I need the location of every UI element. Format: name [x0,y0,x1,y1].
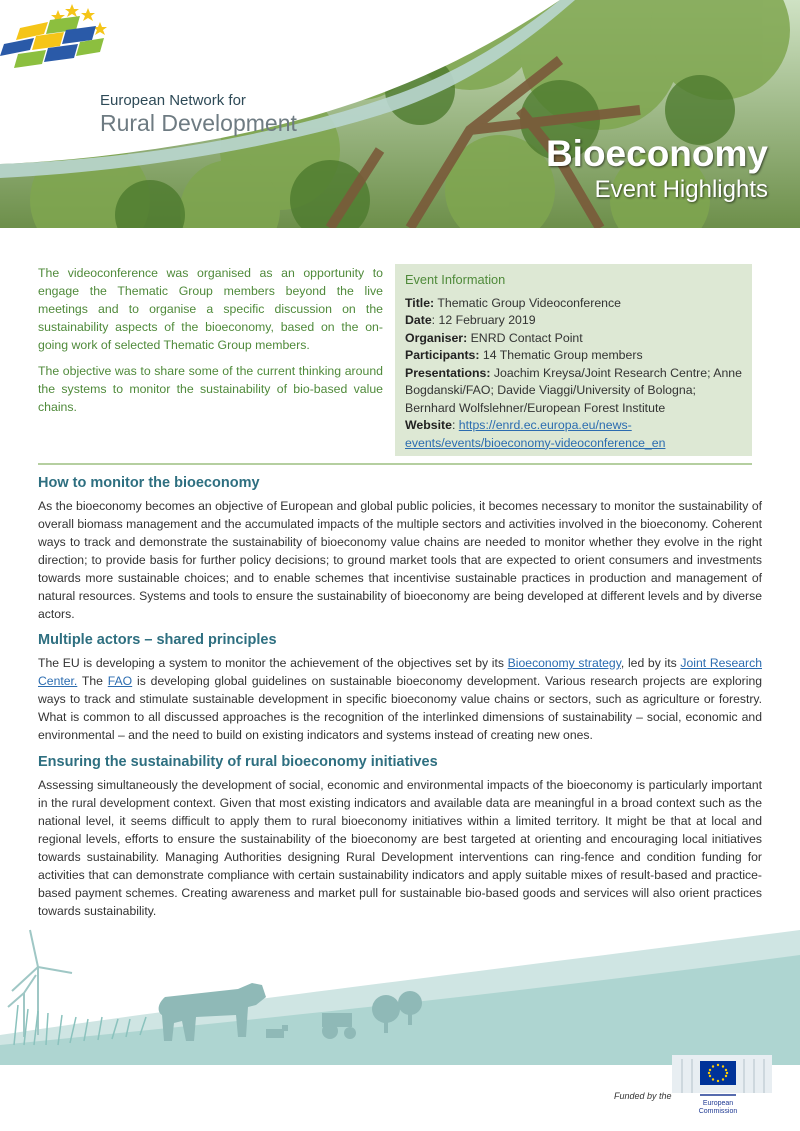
event-organiser-row [405,330,742,348]
event-date-row [405,312,742,330]
section-rural [38,754,762,920]
commission-line-2: Commission [698,1108,738,1115]
event-date-label: Date [405,313,432,327]
event-organiser-label: Organiser: [405,330,468,345]
intro-paragraph-2: The objective was to share some of the current thinking around the systems to monitor the sustainability of bio-based value chains. [38,364,383,414]
section-rural-heading: Ensuring the sustainability of rural bioeconomy initiatives [38,754,438,770]
intro-paragraph-1: The videoconference was organised as an opportunity to engage the Thematic Group members beyond the live meetings and to organise a specific discussion on the sustainability aspects of the bioeconomy, based on the on-going work of selected Thematic Group members. [38,266,383,352]
event-information-box [395,264,752,456]
brand-line-1: European Network for [100,92,246,109]
fao-link[interactable]: FAO [107,674,133,688]
enrd-logo-icon [0,0,110,75]
section-rural-body: Assessing simultaneously the development of social, economic and environmental impacts of the bioeconomy is particularly important in the rural development context. Given that most existing indicators and available data are meaningful in a broad context such as the national level, it seems difficult to apply them to rural bioeconomy initiatives within a limited territory. It might be that at local and regional levels, efforts to ensure the sustainability of the bioeconomy are best targeted at orienting and encouraging local initiatives towards sustainability. Managing Authorities designing Rural Development interventions can ring-fence and condition funding for activities that can demonstrate compliance with certain sustainability indicators and apply suitable mixes of result-based and practice-based payment schemes. Creating awareness and market pull for sustainable bio-based goods and services will also orient practices towards sustainability. [38,778,762,918]
european-commission-logo [672,1055,772,1125]
section-divider [38,463,752,465]
section-actors [38,632,762,744]
actors-text-d: is developing global guidelines on sustainable bioeconomy development. Various research projects are exploring ways to track and stimulate sustainable development in specific bioeconomy value chains or sectors, such as agriculture or forestry. What is common to all discussed approaches is the recognition of the interlinked dimensions of sustainability – social, economic and environmental – and the need to build on existing indicators and systems instead of creating new ones. [38,674,763,742]
event-info-heading: Event Information [405,272,506,287]
title-main: Bioeconomy [545,133,768,174]
funded-by-label: Funded by the [614,1091,672,1101]
actors-text-c: The [77,674,108,688]
section-actors-heading: Multiple actors – shared principles [38,632,277,648]
rural-landscape-illustration [0,925,800,1065]
event-date-value: : 12 February 2019 [431,313,536,327]
event-title-value: Thematic Group Videoconference [437,295,622,310]
event-presentations-value: Joachim Kreysa/Joint Research Centre; Anne Bogdanski/FAO; Davide Viaggi/University of Bologna; Bernhard Wolfslehner/European Forest Institute [405,365,742,415]
page-title [546,132,768,204]
intro-text [38,264,383,424]
actors-text-a: The EU is developing a system to monitor the achievement of the objectives set by its [38,656,508,670]
event-website-label: Website [405,418,452,432]
event-presentations-label: Presentations: [405,365,491,380]
wind-turbine-icon [8,930,72,1037]
section-actors-body [38,654,762,744]
event-website-row: Website: https://enrd.ec.europa.eu/news-events/events/bioeconomy-videoconference_en [405,418,666,450]
event-participants-label: Participants: [405,348,480,362]
event-title-label: Title: [405,295,435,310]
brand-line-2: Rural Development [100,110,297,136]
event-presentations-row [405,365,742,418]
bioeconomy-strategy-link[interactable]: Bioeconomy strategy [507,656,621,670]
joint-research-center-link[interactable]: Joint Research Center. [38,656,762,688]
event-website-link[interactable]: https://enrd.ec.europa.eu/news-events/events/bioeconomy-videoconference_en [405,418,666,450]
event-organiser-value: ENRD Contact Point [470,330,583,345]
event-title-row [405,295,742,313]
brand-name [100,92,297,136]
section-monitor-body: As the bioeconomy becomes an objective of European and global public policies, it becomes necessary to monitor the sustainability of overall biomass management and the accumulated impacts of the multiple sectors and activities involved in the bioeconomy. Coherent ways to track and demonstrate the sustainability of bioeconomy value chains are needed to monitor whether they evolve in the right direction; to provide basis for further policy decisions; to ground market tools that are expected to orient consumers and investments towards more sustainable choices; and to enable schemes that incentivise sustainable practices in production and management of natural resources. Systems and tools to ensure the sustainability of bioeconomy are being developed at different levels and by diverse actors. [38,499,762,621]
event-participants-row [405,347,742,365]
section-monitor-heading: How to monitor the bioeconomy [38,475,260,491]
event-participants-value: 14 Thematic Group members [482,348,643,362]
header-banner [0,0,800,228]
commission-line-1: European [702,1100,734,1107]
section-monitor [38,475,762,623]
title-sub: Event Highlights [594,176,768,203]
actors-text-b: , led by its [620,656,681,670]
